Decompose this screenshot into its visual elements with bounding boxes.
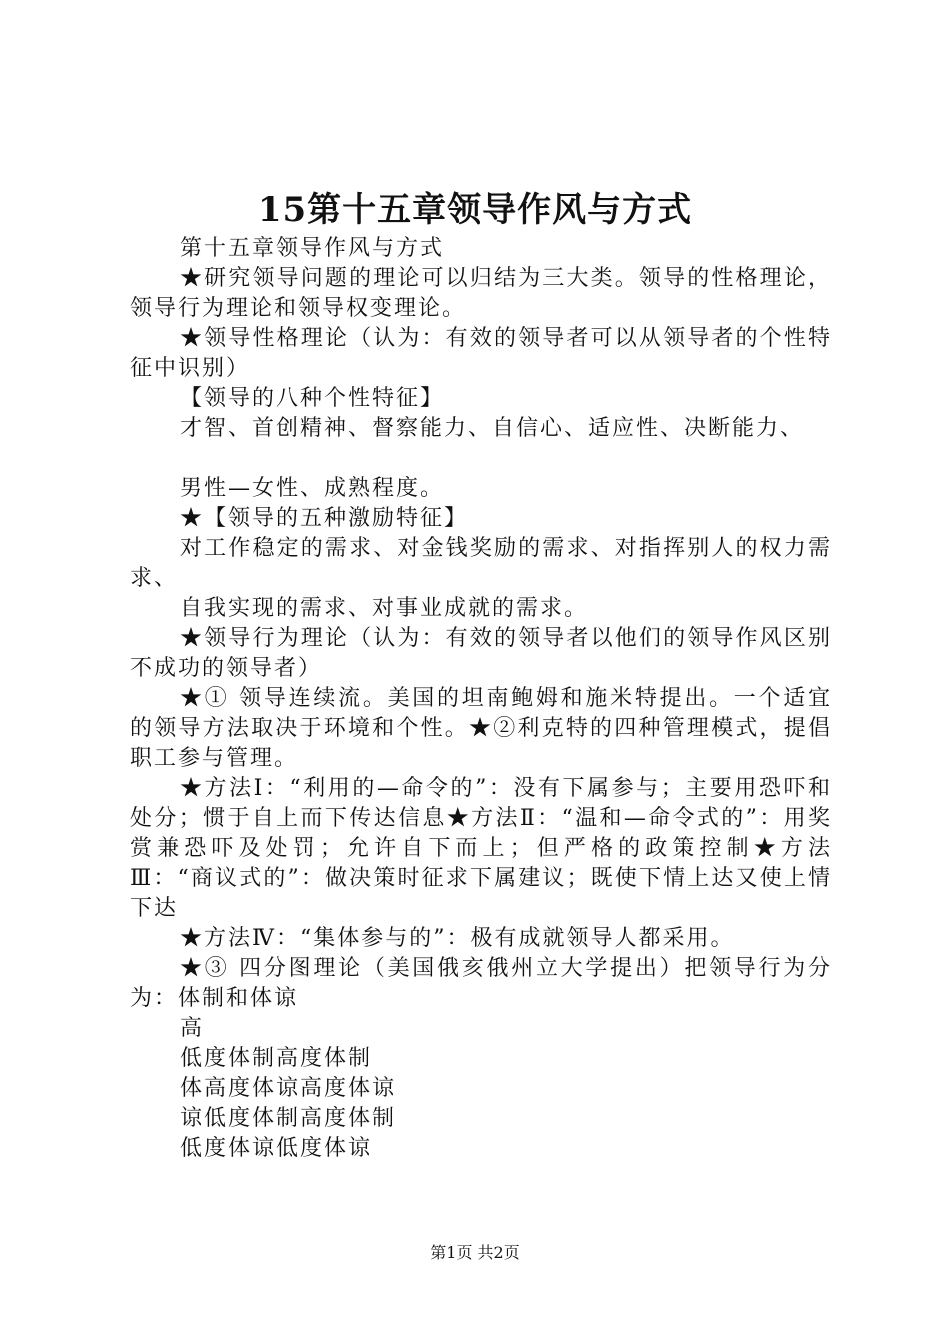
paragraph-methods-1-3: ★方法Ⅰ：“利用的—命令的”：没有下属参与；主要用恐吓和处分；惯于自上而下传达信息★方法Ⅱ：“温和—命令式的”：用奖赏兼恐吓及处罚；允许自下而上；但严格的政策控制★方法Ⅲ：“商议式的”：做决策时征求下属建议；既使下情上达又使上情下达 (130, 776, 832, 921)
paragraph-leadership-continuum: ★① 领导连续流。美国的坦南鲍姆和施米特提出。一个适宜的领导方法取决于环境和个性。★②利克特的四种管理模式，提倡职工参与管理。 (130, 686, 832, 771)
paragraph-behavior-theory: ★领导行为理论（认为：有效的领导者以他们的领导作风区别不成功的领导者） (130, 626, 832, 681)
document-title: 15第十五章领导作风与方式 (257, 190, 693, 230)
paragraph-chapter-heading: 第十五章领导作风与方式 (180, 236, 445, 261)
paragraph-eight-traits-list: 才智、首创精神、督察能力、自信心、适应性、决断能力、 (180, 416, 805, 441)
paragraph-five-motivations-list: 对工作稳定的需求、对金钱奖励的需求、对指挥别人的权力需求、 (130, 536, 832, 591)
paragraph-theory-categories: ★研究领导问题的理论可以归结为三大类。领导的性格理论，领导行为理论和领导权变理论。 (130, 266, 832, 321)
document-body (130, 234, 832, 1164)
paragraph-five-motivations-list-cont: 自我实现的需求、对事业成就的需求。 (180, 596, 589, 621)
paragraph-five-motivations-heading: ★【领导的五种激励特征】 (180, 506, 469, 531)
paragraph-quadrant-theory: ★③ 四分图理论（美国俄亥俄州立大学提出）把领导行为分为：体制和体谅 (130, 956, 832, 1011)
paragraph-eight-traits-list-cont: 男性—女性、成熟程度。 (180, 476, 445, 501)
quadrant-line-4: 低度体谅低度体谅 (180, 1136, 373, 1161)
paragraph-method-4: ★方法Ⅳ：“集体参与的”：极有成就领导人都采用。 (180, 926, 735, 951)
page-number-footer: 第1页 共2页 (430, 1243, 520, 1262)
quadrant-line-1: 低度体制高度体制 (180, 1046, 373, 1071)
paragraph-eight-traits-heading: 【领导的八种个性特征】 (180, 386, 445, 411)
paragraph-trait-theory: ★领导性格理论（认为：有效的领导者可以从领导者的个性特征中识别） (130, 326, 832, 381)
quadrant-line-3: 谅低度体制高度体制 (180, 1106, 397, 1131)
quadrant-line-2: 体高度体谅高度体谅 (180, 1076, 397, 1101)
quadrant-line-high: 高 (180, 1016, 205, 1041)
